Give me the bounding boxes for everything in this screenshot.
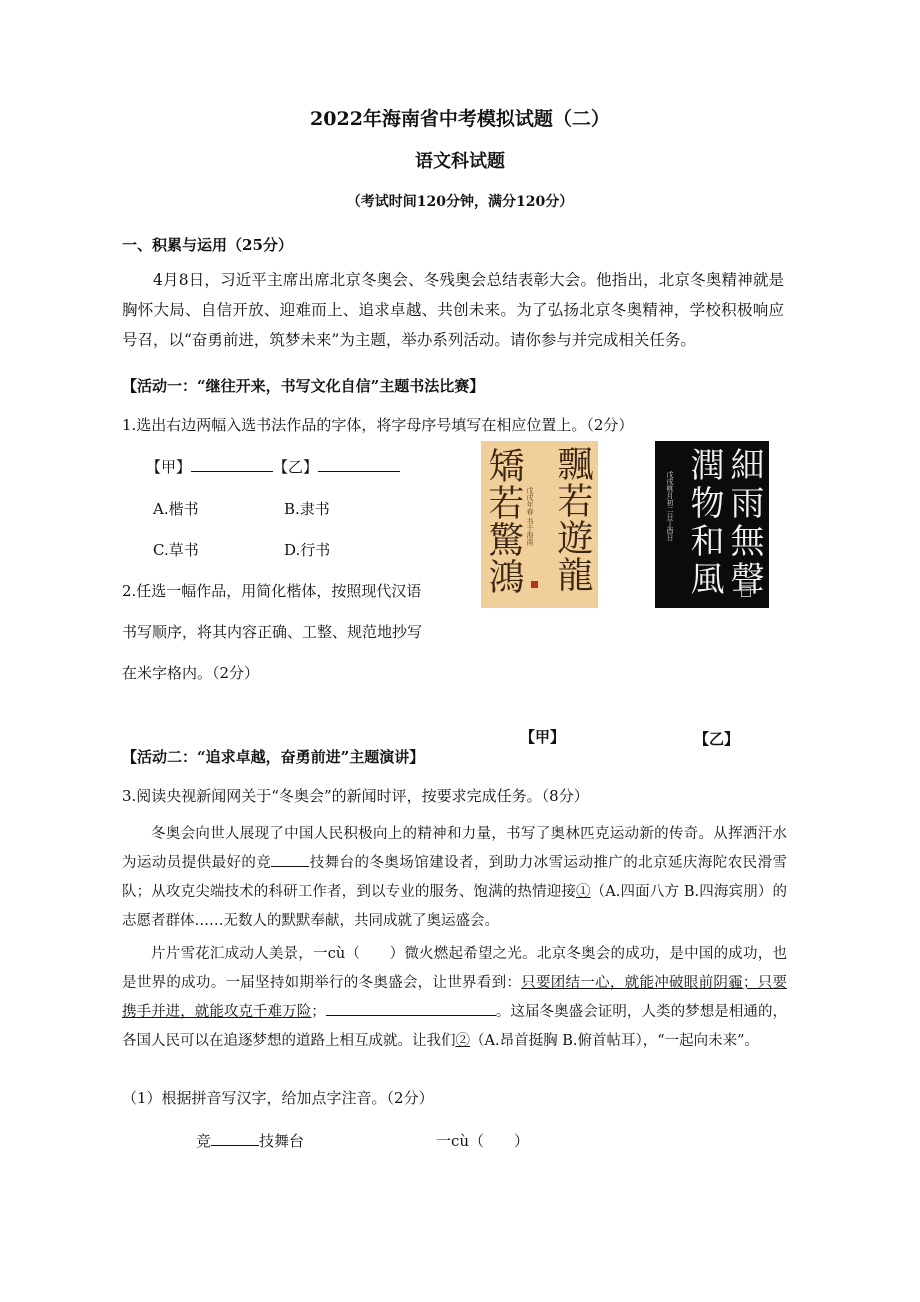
sub-question-1: （1）根据拼音写汉字，给加点字注音。（2分） xyxy=(122,1089,434,1107)
p2-underlined-text: 只要团结一心，就能冲破眼前阴霾；只要携手并进，就能攻克千难万险 xyxy=(122,975,787,1020)
fill-item-2[interactable]: 一cù（ ） xyxy=(436,1132,530,1150)
intro-paragraph: 4月8日，习近平主席出席北京冬奥会、冬残奥会总结表彰大会。他指出，北京冬奥精神就是胸怀大局、自信开放、迎难而上、追求卓越、共创未来。为了弘扬北京冬奥精神，学校积极响应号召，以“奋勇前进，筑梦未来”为主题，举办系列活动。请你参与并完成相关任务。 xyxy=(122,271,784,349)
p1-mark[interactable]: ① xyxy=(576,884,591,900)
option-b: B.隶书 xyxy=(284,500,330,518)
page-title: 2022年海南省中考模拟试题（二） xyxy=(310,108,610,130)
answer-row xyxy=(146,452,400,482)
fill-item-1 xyxy=(196,1126,304,1156)
jia-answer-blank[interactable] xyxy=(191,455,273,472)
p2-mark[interactable]: ② xyxy=(455,1033,470,1049)
calligraphy-column-right: 細雨無聲 xyxy=(724,447,764,599)
calligraphy-column-right: 飄若遊龍 xyxy=(552,445,593,593)
fill-item-1-text-a: 竞 xyxy=(196,1132,212,1150)
caption-yi: 【乙】 xyxy=(694,730,740,748)
option-a: A.楷书 xyxy=(153,500,199,518)
p1-text-b: 技舞台的冬奥场馆建设者，到助力冰雪运动推广的北京延庆海陀农民滑雪队；从攻克尖端技术的科研工作者，到以专业的服务、饱满的热情迎接 xyxy=(122,855,788,900)
yi-answer-blank[interactable] xyxy=(318,455,400,472)
p2-blank[interactable] xyxy=(326,999,496,1016)
p2-text-d: （A.昂首挺胸 B.俯首帖耳），“一起向未来”。 xyxy=(470,1033,760,1049)
question-2-line-1: 2.任选一幅作品，用简化楷体，按照现代汉语 xyxy=(122,582,422,600)
news-paragraph-1 xyxy=(122,820,787,936)
calligraphy-artwork-yi xyxy=(655,441,769,608)
news-paragraph-2 xyxy=(122,940,787,1056)
calligraphy-artwork-jia xyxy=(481,441,598,608)
option-d: D.行书 xyxy=(284,541,331,559)
option-c: C.草书 xyxy=(153,541,199,559)
exam-info: （考试时间120分钟，满分120分） xyxy=(346,194,574,210)
p2-text-a: 片片雪花汇成动人美景，一cù（ ）微火燃起希望之光。北京冬奥会的成功，是中国的成功，也是世界的成功。一届坚持如期举行的冬奥盛会，让世界看到： xyxy=(122,946,787,991)
seal-stamp-icon xyxy=(741,587,751,597)
calligraphy-column-left: 矯若驚鴻 xyxy=(483,447,524,595)
jia-label: 【甲】 xyxy=(146,458,192,476)
subject-title: 语文科试题 xyxy=(415,151,505,172)
question-2-line-2: 书写顺序，将其内容正确、工整、规范地抄写 xyxy=(122,623,423,641)
p1-text-a: 冬奥会向世人展现了中国人民积极向上的精神和力量，书写了奥林匹克运动新的传奇。从挥洒汗水为运动员提供最好的竞 xyxy=(122,826,787,871)
activity2-heading: 【活动二：“追求卓越，奋勇前进”主题演讲】 xyxy=(122,748,425,766)
seal-stamp-icon xyxy=(531,581,538,588)
fill-item-1-blank[interactable] xyxy=(211,1129,259,1146)
calligraphy-inscription: 戊戌桃月初二日丁酉日 xyxy=(666,471,674,541)
calligraphy-inscription: 戊戌年春 书于海南 xyxy=(526,487,534,546)
section-heading: 一、积累与运用（25分） xyxy=(122,236,293,254)
calligraphy-column-left: 潤物和風 xyxy=(684,447,724,599)
fill-item-1-text-b: 技舞台 xyxy=(259,1132,305,1150)
question-3: 3.阅读央视新闻网关于“冬奥会”的新闻时评，按要求完成任务。（8分） xyxy=(122,787,589,805)
question-1: 1.选出右边两幅入选书法作品的字体，将字母序号填写在相应位置上。（2分） xyxy=(122,416,634,434)
caption-jia: 【甲】 xyxy=(520,728,566,746)
p2-text-c: 。这届冬奥盛会证明，人类的梦想是相通的，各国人民可以在追逐梦想的道路上相互成就。让我们 xyxy=(122,1004,788,1049)
p2-text-b: ； xyxy=(311,1004,326,1020)
yi-label: 【乙】 xyxy=(273,458,319,476)
question-2-line-3: 在米字格内。（2分） xyxy=(122,664,260,682)
activity1-heading: 【活动一：“继往开来，书写文化自信”主题书法比赛】 xyxy=(122,377,485,395)
p1-text-c: （A.四面八方 B.四海宾朋）的志愿者群体……无数人的默默奉献，共同成就了奥运盛会。 xyxy=(122,884,787,929)
p1-blank[interactable] xyxy=(271,850,309,867)
